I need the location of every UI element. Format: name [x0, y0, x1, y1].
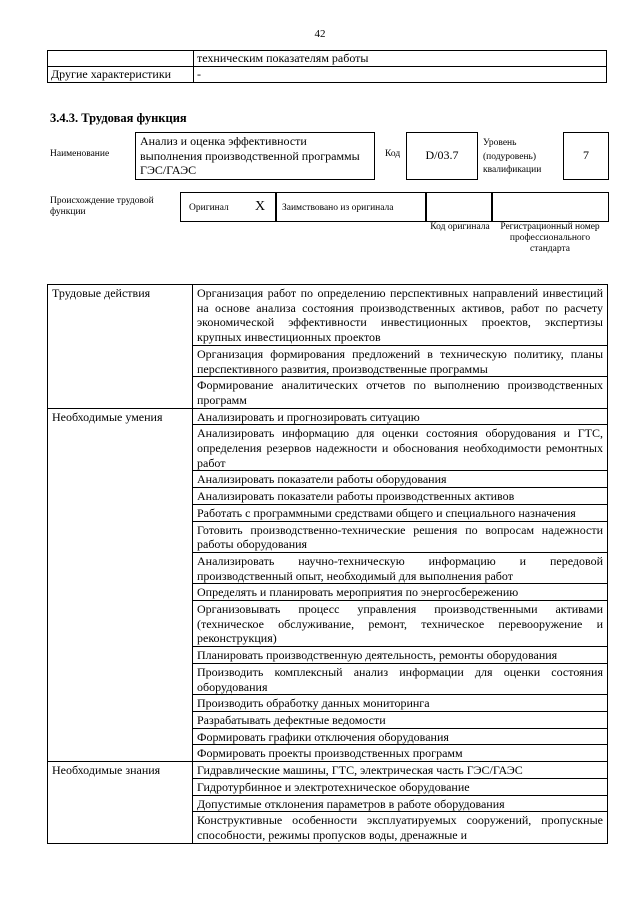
code-box [406, 132, 478, 180]
labor-action-item: Организация работ по определению перспективных направлений инвестиций на основе анализа состояния производственных активов, работ по расчету экономической эффективности инвестиционных проектов, экспертизы крупных инвестиционных проектов [193, 285, 608, 346]
reg-number-caption: Регистрационный номер профессионального стандарта [500, 222, 600, 254]
labor-actions-label: Трудовые действия [48, 285, 193, 409]
page-number: 42 [314, 28, 326, 40]
knowledge-item: Допустимые отклонения параметров в работе оборудования [193, 795, 608, 812]
skill-item: Анализировать и прогнозировать ситуацию [193, 408, 608, 425]
skill-item: Определять и планировать мероприятия по энергосбережению [193, 584, 608, 601]
origin-code-caption: Код оригинала [430, 222, 490, 232]
skill-item: Анализировать показатели работы оборудования [193, 471, 608, 488]
skill-item: Анализировать информацию для оценки состояния оборудования и ГТС, определения резервов надежности и обоснования необходимости ремонтных работ [193, 425, 608, 471]
top-table [47, 50, 607, 83]
table-cell-value: техническим показателям работы [194, 51, 607, 67]
skill-item: Формировать графики отключения оборудования [193, 728, 608, 745]
knowledge-item: Гидротурбинное и электротехническое оборудование [193, 778, 608, 795]
labor-action-item: Организация формирования предложений в техническую политику, планы перспективного развития, производственные программы [193, 345, 608, 376]
table-cell-label [48, 51, 194, 67]
table-row [48, 762, 608, 779]
skills-label: Необходимые умения [48, 408, 193, 761]
skill-item: Формировать проекты производственных программ [193, 745, 608, 762]
labor-action-item: Формирование аналитических отчетов по выполнению производственных программ [193, 377, 608, 408]
skill-item: Работать с программными средствами общего и специального назначения [193, 504, 608, 521]
knowledge-label: Необходимые знания [48, 762, 193, 844]
original-box [180, 192, 277, 222]
table-row [48, 67, 607, 83]
original-mark: X [255, 199, 266, 214]
skill-item: Организовывать процесс управления производственными активами (техническое обслуживание, ремонт, техническое перевооружение и реконструкция) [193, 601, 608, 647]
name-box [135, 132, 375, 180]
table-cell-label: Другие характеристики [48, 67, 194, 83]
level-box [563, 132, 609, 180]
table-cell-value: - [194, 67, 607, 83]
knowledge-item: Конструктивные особенности эксплуатируемых сооружений, пропускные способности, режимы пропусков воды, дренажные и [193, 812, 608, 843]
qualification-level: 7 [583, 148, 589, 162]
name-label: Наименование [50, 149, 110, 159]
table-row [48, 51, 607, 67]
table-row [48, 408, 608, 425]
function-name: Анализ и оценка эффективности выполнения производственной программы ГЭС/ГАЭС [140, 134, 360, 177]
skill-item: Готовить производственно-технические решения по вопросам надежности работы оборудования [193, 521, 608, 552]
code-label: Код [385, 149, 401, 159]
skill-item: Производить комплексный анализ информации для оценки состояния оборудования [193, 663, 608, 694]
origin-label: Происхождение трудовой функции [50, 196, 154, 217]
level-label: Уровень (подуровень) квалификации [483, 138, 542, 175]
knowledge-item: Гидравлические машины, ГТС, электрическая часть ГЭС/ГАЭС [193, 762, 608, 779]
skill-item: Анализировать показатели работы производственных активов [193, 488, 608, 505]
skill-item: Разрабатывать дефектные ведомости [193, 711, 608, 728]
reg-number-box [491, 192, 609, 222]
skill-item: Планировать производственную деятельность, ремонты оборудования [193, 647, 608, 664]
original-label: Оригинал [189, 203, 229, 213]
skill-item: Анализировать научно-техническую информацию и передовой производственный опыт, необходимый для выполнения работ [193, 552, 608, 583]
borrowed-label: Заимствовано из оригинала [282, 203, 394, 213]
function-code: D/03.7 [425, 148, 459, 162]
section-title: 3.4.3. Трудовая функция [50, 111, 187, 125]
requirements-table [47, 284, 608, 844]
table-row [48, 285, 608, 346]
borrowed-box [275, 192, 427, 222]
skill-item: Производить обработку данных мониторинга [193, 695, 608, 712]
origin-code-box [425, 192, 493, 222]
